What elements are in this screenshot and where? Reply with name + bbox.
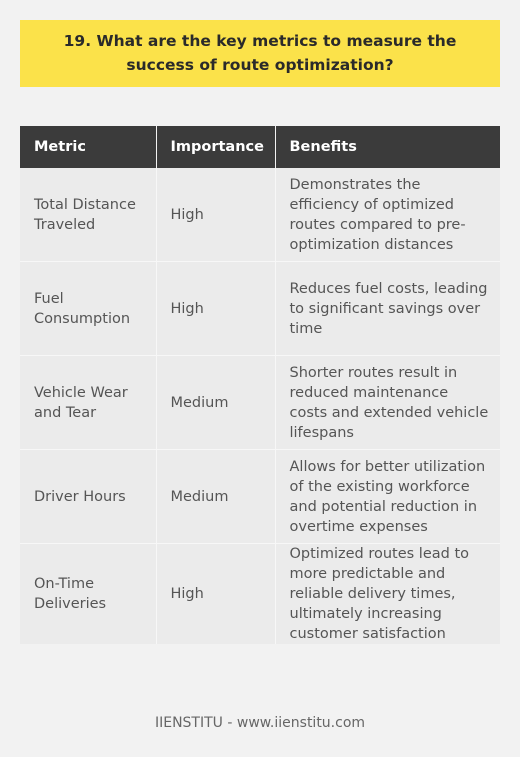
cell-metric: Vehicle Wear and Tear bbox=[20, 356, 156, 450]
cell-metric: Total Distance Traveled bbox=[20, 168, 156, 262]
page-title: 19. What are the key metrics to measure the success of route optimization? bbox=[63, 31, 457, 74]
cell-importance: Medium bbox=[156, 356, 275, 450]
table-row bbox=[20, 356, 500, 450]
cell-metric: Fuel Consumption bbox=[20, 262, 156, 356]
cell-benefits: Demonstrates the efficiency of optimized routes compared to pre-optimization distances bbox=[275, 168, 500, 262]
metrics-table bbox=[20, 126, 500, 644]
cell-importance: Medium bbox=[156, 450, 275, 544]
header-importance: Importance bbox=[156, 126, 275, 168]
cell-benefits: Shorter routes result in reduced maintenance costs and extended vehicle lifespans bbox=[275, 356, 500, 450]
table-header-row bbox=[20, 126, 500, 168]
table-row bbox=[20, 262, 500, 356]
cell-metric: Driver Hours bbox=[20, 450, 156, 544]
cell-importance: High bbox=[156, 168, 275, 262]
cell-importance: High bbox=[156, 544, 275, 645]
footer-credit: IIENSTITU - www.iienstitu.com bbox=[154, 715, 366, 731]
table-row bbox=[20, 168, 500, 262]
cell-metric: On-Time Deliveries bbox=[20, 544, 156, 645]
cell-importance: High bbox=[156, 262, 275, 356]
cell-benefits: Allows for better utilization of the existing workforce and potential reduction in overtime expenses bbox=[275, 450, 500, 544]
cell-benefits: Reduces fuel costs, leading to significant savings over time bbox=[275, 262, 500, 356]
table-row bbox=[20, 450, 500, 544]
header-benefits: Benefits bbox=[275, 126, 500, 168]
table-row bbox=[20, 544, 500, 645]
header-metric: Metric bbox=[20, 126, 156, 168]
cell-benefits: Optimized routes lead to more predictable and reliable delivery times, ultimately increasing customer satisfaction bbox=[275, 544, 500, 645]
title-banner bbox=[20, 20, 500, 87]
